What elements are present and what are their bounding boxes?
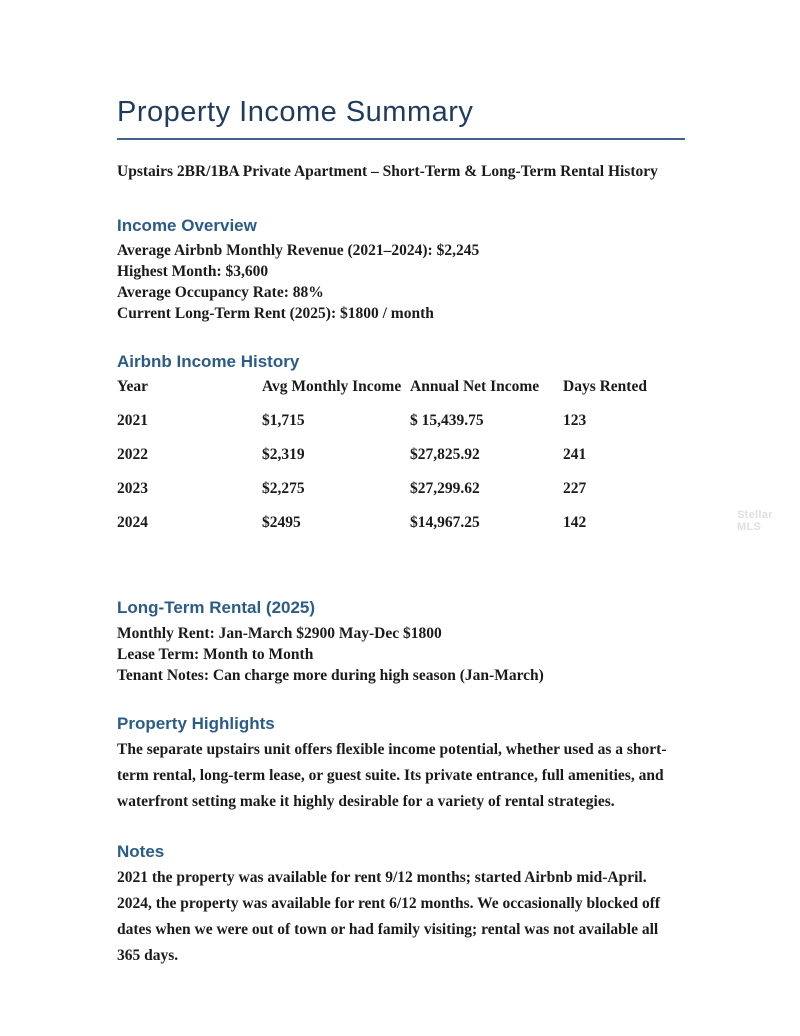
notes-paragraph: 2021 the property was available for rent 9/12 months; started Airbnb mid-April. 2024, the property was available for rent 6/12 months. We occasionally blocked off dates when we were out of town or had family visiting; rental was not available all 365 days. <box>117 869 661 965</box>
airbnb-income-table <box>117 376 677 546</box>
cell-avg-monthly-income: $2495 <box>262 514 301 532</box>
property-highlights-heading: Property Highlights <box>117 714 275 734</box>
property-highlights-paragraph: The separate upstairs unit offers flexible income potential, whether used as a short-term rental, long-term lease, or guest suite. Its private entrance, full amenities, and waterfront setting make it highly desirable for a variety of rental strategies. <box>117 741 667 811</box>
section-property-highlights <box>117 714 688 815</box>
table-row <box>117 478 677 512</box>
document-subtitle: Upstairs 2BR/1BA Private Apartment – Short-Term & Long-Term Rental History <box>117 163 658 181</box>
cell-days-rented: 227 <box>563 480 587 498</box>
section-notes <box>117 842 688 969</box>
long-term-rental-line: Lease Term: Month to Month <box>117 646 314 664</box>
stellar-mls-watermark: Stellar MLS <box>737 509 773 533</box>
income-overview-line: Highest Month: $3,600 <box>117 263 269 281</box>
table-row <box>117 512 677 546</box>
income-overview-heading: Income Overview <box>117 216 257 236</box>
cell-annual-net-income: $14,967.25 <box>410 514 480 532</box>
table-row <box>117 410 677 444</box>
airbnb-income-history-heading: Airbnb Income History <box>117 352 300 372</box>
table-row <box>117 444 677 478</box>
long-term-rental-line: Tenant Notes: Can charge more during high season (Jan-March) <box>117 667 544 685</box>
income-overview-line: Current Long-Term Rent (2025): $1800 / month <box>117 305 434 323</box>
long-term-rental-line: Monthly Rent: Jan-March $2900 May-Dec $1800 <box>117 625 442 643</box>
table-header-row <box>117 376 677 410</box>
cell-avg-monthly-income: $2,275 <box>262 480 305 498</box>
section-long-term-rental <box>117 598 688 686</box>
cell-year: 2023 <box>117 480 148 498</box>
column-header-year: Year <box>117 378 148 396</box>
column-header-days-rented: Days Rented <box>563 378 647 396</box>
notes-heading: Notes <box>117 842 165 862</box>
column-header-annual-net-income: Annual Net Income <box>410 378 540 396</box>
income-overview-lines <box>117 240 688 324</box>
cell-days-rented: 241 <box>563 446 587 464</box>
long-term-rental-lines <box>117 623 688 686</box>
cell-avg-monthly-income: $1,715 <box>262 412 305 430</box>
cell-annual-net-income: $27,299.62 <box>410 480 480 498</box>
cell-year: 2021 <box>117 412 148 430</box>
income-overview-line: Average Airbnb Monthly Revenue (2021–2024): $2,245 <box>117 242 480 260</box>
cell-avg-monthly-income: $2,319 <box>262 446 305 464</box>
cell-year: 2022 <box>117 446 148 464</box>
title-underline-rule <box>117 138 685 140</box>
long-term-rental-heading: Long-Term Rental (2025) <box>117 598 316 618</box>
section-airbnb-income-history <box>117 352 688 546</box>
cell-days-rented: 142 <box>563 514 587 532</box>
income-overview-line: Average Occupancy Rate: 88% <box>117 284 324 302</box>
cell-annual-net-income: $ 15,439.75 <box>410 412 484 430</box>
cell-year: 2024 <box>117 514 148 532</box>
cell-days-rented: 123 <box>563 412 587 430</box>
page-title: Property Income Summary <box>117 96 474 128</box>
column-header-avg-monthly-income: Avg Monthly Income <box>262 378 402 396</box>
cell-annual-net-income: $27,825.92 <box>410 446 480 464</box>
section-income-overview <box>117 216 688 324</box>
